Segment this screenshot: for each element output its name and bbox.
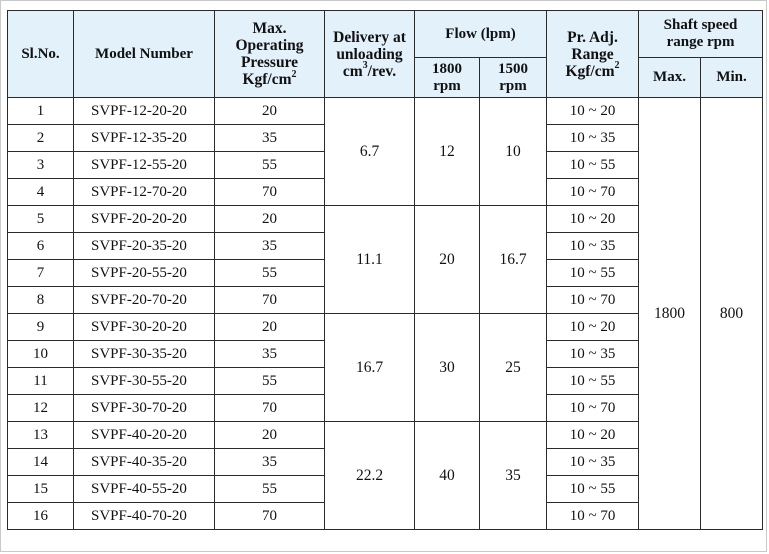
cell-sl-no: 12 [8,395,74,422]
cell-pressure-range: 10 ~ 35 [547,341,639,368]
header-max-operating-pressure: Max. Operating Pressure Kgf/$cm^2$ [215,11,325,98]
cell-pressure-range: 10 ~ 20 [547,206,639,233]
cell-delivery: 16.7 [325,314,415,422]
cell-model-number: SVPF-30-20-20 [74,314,215,341]
cell-sl-no: 1 [8,98,74,125]
cell-pressure-range: 10 ~ 70 [547,503,639,530]
cell-sl-no: 8 [8,287,74,314]
cell-model-number: SVPF-40-70-20 [74,503,215,530]
cell-shaft-max: 1800 [639,98,701,530]
cell-model-number: SVPF-20-55-20 [74,260,215,287]
header-model-number: Model Number [74,11,215,98]
cell-flow-1800: 40 [415,422,480,530]
header-sl-no: Sl.No. [8,11,74,98]
cell-model-number: SVPF-12-70-20 [74,179,215,206]
cell-pressure-range: 10 ~ 55 [547,476,639,503]
cell-model-number: SVPF-20-20-20 [74,206,215,233]
cell-shaft-min: 800 [701,98,763,530]
cell-max-pressure: 70 [215,503,325,530]
cell-sl-no: 16 [8,503,74,530]
cell-delivery: 11.1 [325,206,415,314]
cell-sl-no: 9 [8,314,74,341]
cell-pressure-range: 10 ~ 55 [547,368,639,395]
cell-pressure-range: 10 ~ 70 [547,287,639,314]
cell-max-pressure: 55 [215,476,325,503]
cell-max-pressure: 20 [215,314,325,341]
cell-model-number: SVPF-40-20-20 [74,422,215,449]
header-pressure-adjust-range: Pr. Adj. Range Kgf/$cm^2$ [547,11,639,98]
cell-model-number: SVPF-20-35-20 [74,233,215,260]
cell-sl-no: 5 [8,206,74,233]
cell-max-pressure: 70 [215,179,325,206]
cell-max-pressure: 35 [215,449,325,476]
cell-model-number: SVPF-40-35-20 [74,449,215,476]
cell-max-pressure: 35 [215,125,325,152]
cell-model-number: SVPF-12-55-20 [74,152,215,179]
cell-model-number: SVPF-30-70-20 [74,395,215,422]
cell-max-pressure: 35 [215,233,325,260]
cell-flow-1500: 10 [480,98,547,206]
cell-pressure-range: 10 ~ 55 [547,260,639,287]
pump-spec-table [7,10,763,530]
cell-max-pressure: 55 [215,368,325,395]
cell-model-number: SVPF-20-70-20 [74,287,215,314]
cell-model-number: SVPF-30-35-20 [74,341,215,368]
cell-flow-1500: 16.7 [480,206,547,314]
cell-sl-no: 2 [8,125,74,152]
cell-sl-no: 15 [8,476,74,503]
table-header [8,11,763,98]
cell-max-pressure: 55 [215,152,325,179]
table-body [8,98,763,530]
cell-max-pressure: 20 [215,206,325,233]
cell-model-number: SVPF-12-20-20 [74,98,215,125]
cell-max-pressure: 20 [215,98,325,125]
cell-max-pressure: 55 [215,260,325,287]
cell-model-number: SVPF-30-55-20 [74,368,215,395]
cell-pressure-range: 10 ~ 20 [547,314,639,341]
cell-pressure-range: 10 ~ 35 [547,233,639,260]
cell-sl-no: 14 [8,449,74,476]
cell-pressure-range: 10 ~ 35 [547,449,639,476]
cell-pressure-range: 10 ~ 20 [547,422,639,449]
cell-delivery: 6.7 [325,98,415,206]
cell-sl-no: 3 [8,152,74,179]
header-shaft-min: Min. [701,58,763,98]
cell-sl-no: 6 [8,233,74,260]
cell-sl-no: 10 [8,341,74,368]
cell-pressure-range: 10 ~ 70 [547,179,639,206]
header-flow-1800-rpm: 1800 rpm [415,58,480,98]
header-shaft-max: Max. [639,58,701,98]
cell-delivery: 22.2 [325,422,415,530]
cell-max-pressure: 70 [215,395,325,422]
cell-sl-no: 7 [8,260,74,287]
cell-flow-1500: 35 [480,422,547,530]
cell-pressure-range: 10 ~ 35 [547,125,639,152]
cell-pressure-range: 10 ~ 55 [547,152,639,179]
header-flow-1500-rpm: 1500 rpm [480,58,547,98]
cell-model-number: SVPF-12-35-20 [74,125,215,152]
cell-max-pressure: 70 [215,287,325,314]
header-flow: Flow (lpm) [415,11,547,58]
cell-sl-no: 4 [8,179,74,206]
cell-flow-1500: 25 [480,314,547,422]
cell-max-pressure: 35 [215,341,325,368]
header-delivery-at-unloading: Delivery at unloading $cm^3$/rev. [325,11,415,98]
cell-flow-1800: 30 [415,314,480,422]
header-shaft-speed: Shaft speed range rpm [639,11,763,58]
cell-flow-1800: 20 [415,206,480,314]
cell-max-pressure: 20 [215,422,325,449]
cell-pressure-range: 10 ~ 70 [547,395,639,422]
cell-flow-1800: 12 [415,98,480,206]
cell-sl-no: 11 [8,368,74,395]
cell-model-number: SVPF-40-55-20 [74,476,215,503]
cell-sl-no: 13 [8,422,74,449]
cell-pressure-range: 10 ~ 20 [547,98,639,125]
table-row [8,98,763,125]
